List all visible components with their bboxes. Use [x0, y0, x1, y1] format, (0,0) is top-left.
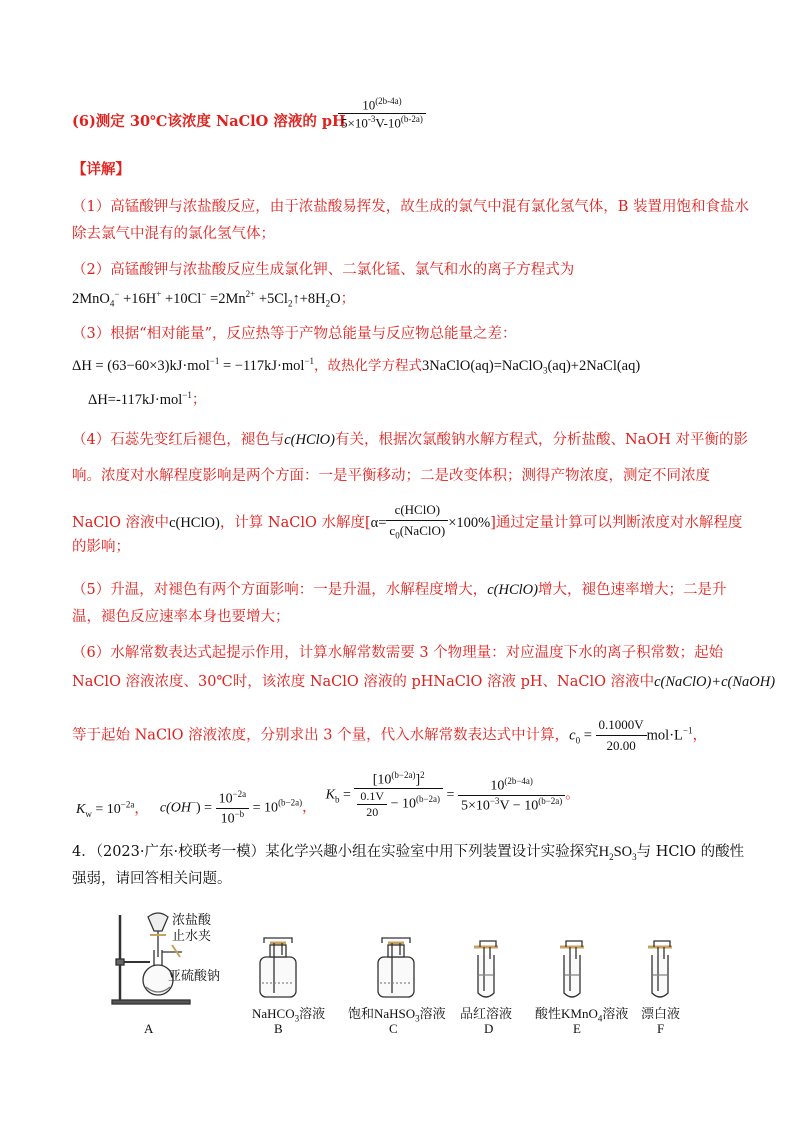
para-6-line-3: [72, 715, 707, 756]
para-3-equation: [72, 351, 640, 381]
frac-den-b: V-10: [375, 115, 401, 131]
para-6-line-2: [72, 672, 775, 692]
math-sub: 3: [415, 1013, 420, 1024]
text-run: NaClO 溶液浓度、30℃时，该浓度 NaClO 溶液的 pHNaClO 溶液 pH、NaClO 溶液中: [72, 674, 655, 690]
math-inline: α=: [370, 514, 387, 531]
bottle-c: [378, 938, 414, 997]
eq-term: 2MnO: [72, 290, 110, 307]
eq-sub: 4: [109, 298, 115, 309]
math-sup: −b: [234, 808, 245, 819]
frac-den-a: 5×10: [341, 115, 368, 131]
text-run: ，: [134, 801, 149, 817]
frac-den: 20: [366, 805, 379, 820]
frac-numerator: ]: [415, 772, 421, 788]
label-sol-F: 漂白液: [641, 1006, 681, 1021]
math-sup: −1: [682, 725, 693, 736]
eq-term: = −117kJ·mol: [219, 357, 305, 374]
frac-den: − 10: [387, 797, 416, 813]
math-sub: b: [334, 794, 340, 805]
separatory-funnel: [148, 913, 168, 931]
eq-sub: 3: [542, 365, 548, 376]
eq-sup: +: [156, 289, 162, 299]
para-3-line-3: [88, 385, 206, 410]
frac-numerator: c(HClO): [386, 500, 448, 521]
frac-numerator: 0.1V: [357, 789, 387, 805]
eq-term: ΔH = (63−60×3)kJ·mol: [72, 357, 210, 374]
label-A: A: [144, 1021, 154, 1036]
eq-sup: −1: [209, 356, 220, 366]
math-var: K: [76, 801, 86, 817]
label-B: B: [274, 1021, 283, 1036]
math-inline: =: [580, 727, 596, 744]
text-run: 4．（2023·广东·校联考一模）某化学兴趣小组在实验室中用下列装置设计实验探究: [72, 844, 599, 860]
text-run: 有关，根据次氯酸钠水解方程式，分析盐酸、NaOH 对平衡的影: [334, 432, 748, 448]
math-inline: c(HClO): [169, 514, 220, 531]
text-run: （4）石蕊先变红后褪色，褪色与: [72, 432, 285, 448]
math-sub: 3: [632, 851, 637, 862]
math-sup: −3: [489, 795, 500, 806]
text-run: 饱和NaHSO: [348, 1006, 416, 1021]
para-1-line-2: 除去氯气中混有的氯化氢气体；: [72, 226, 275, 242]
text-run: NaHCO: [252, 1006, 295, 1021]
para-6-line-1: （6）水解常数表达式起提示作用，计算水解常数需要 3 个物理量：对应温度下水的离子积常数；起始: [72, 645, 724, 661]
eq-term: (aq)+2NaCl(aq): [547, 357, 641, 374]
detail-title: 【详解】: [72, 161, 130, 178]
math-var: c(OH: [159, 800, 191, 816]
math-sup: (2b−4a): [504, 776, 533, 786]
frac-den: 5×10: [460, 798, 490, 814]
stop-clamp: [172, 945, 180, 957]
text-run: 与 HClO 的酸性: [636, 844, 745, 860]
eq-term: +10Cl: [164, 290, 202, 307]
eq-sub: 2: [325, 298, 331, 309]
eq-term: ↑+8H: [292, 290, 326, 307]
math-inline: mol·L: [646, 727, 683, 744]
math-inline: c(HClO): [487, 582, 538, 598]
label-na2so3: 亚硫酸钠: [168, 968, 221, 983]
frac-den-sub: 0: [395, 530, 400, 541]
eq-sub: 2: [287, 298, 293, 309]
math-sup: (b−2a): [278, 797, 303, 808]
math-sup: −2a: [120, 799, 135, 810]
para-5-line-1: [72, 580, 726, 600]
frac-numerator: 10: [490, 778, 505, 794]
question-4-line-2: 强弱，请回答相关问题。: [72, 871, 232, 887]
frac-den: (NaClO): [399, 523, 446, 538]
test-tube-e: [560, 941, 584, 997]
eq-term: O: [330, 290, 341, 307]
label-clip: 止水夹: [172, 928, 212, 943]
para-5-line-2: 温，褪色反应速率本身也要增大；: [72, 609, 290, 625]
text-run: NaClO 溶液中: [72, 514, 170, 531]
eq-term: =2Mn: [210, 290, 246, 307]
text-run: 溶液: [299, 1006, 326, 1021]
para-2-line-1: （2）高锰酸钾与浓盐酸反应生成氯化钾、二氯化锰、氯气和水的离子方程式为: [72, 262, 575, 278]
math-sup: (b−2a): [415, 794, 441, 805]
math-sup: (b−2a): [538, 795, 563, 806]
eq-text: ，故热化学方程式: [314, 357, 423, 374]
label-F: F: [657, 1021, 665, 1036]
math-inline: =: [339, 787, 355, 803]
eq-sup: 2+: [245, 289, 256, 299]
test-tube-f: [648, 941, 672, 997]
text-run: ，计算 NaClO 水解度[: [219, 514, 371, 531]
eq-term: ΔH=-117kJ·mol: [88, 391, 183, 408]
label-C: C: [389, 1021, 398, 1036]
eq-end: ；: [191, 391, 207, 408]
label-E: E: [573, 1021, 581, 1036]
frac-numerator: [10: [372, 772, 392, 788]
para-4-line-2: 响。浓度对水解程度影响是两个方面：一是平衡移动；二是改变体积；测得产物浓度，测定不同浓度: [72, 468, 710, 484]
label-D: D: [484, 1021, 494, 1036]
math-inline: H: [598, 844, 610, 860]
math-var: K: [325, 787, 335, 803]
eq-term: 3NaClO(aq)=NaClO: [422, 357, 543, 374]
frac-den: 10: [220, 811, 235, 827]
question-4-line-1: [72, 842, 744, 867]
math-inline: = 10: [91, 801, 121, 817]
math-inline: c: [569, 727, 576, 744]
eq-sup: −: [201, 289, 207, 299]
para-3-line-1: （3）根据“相对能量”，反应热等于产物总能量与反应物总能量之差：: [72, 326, 517, 342]
para-4-line-1: [72, 430, 748, 450]
text-run: ，: [692, 727, 707, 744]
math-sup: −2a: [232, 789, 247, 799]
para-2-equation: [72, 284, 355, 314]
text-run: 等于起始 NaClO 溶液浓度，分别求出 3 个量，代入水解常数表达式中计算，: [72, 727, 570, 744]
test-tube-d: [474, 941, 498, 997]
math-inline: SO: [613, 844, 633, 860]
math-inline: c(HClO): [284, 432, 335, 448]
frac-den: c: [389, 523, 396, 538]
math-sup: −: [190, 797, 197, 808]
text-run: （5）升温，对褪色有两个方面影响：一是升温，水解程度增大，: [72, 582, 488, 598]
text-run: 酸性KMnO: [535, 1006, 598, 1021]
para-4-line-3: [72, 500, 742, 546]
frac-den-exp1: -3: [367, 114, 376, 125]
math-sub: w: [85, 808, 92, 819]
item-6-label: (6)测定 30℃该浓度 NaClO 溶液的 pH: [72, 113, 346, 130]
frac-numerator: 10: [362, 97, 376, 113]
math-inline: =: [443, 787, 458, 803]
para-4-line-4: 的影响；: [72, 539, 130, 555]
label-sol-D: 品红溶液: [460, 1006, 513, 1021]
para-6-equations: [76, 763, 579, 827]
eq-sup: −1: [304, 356, 315, 366]
text-run: 增大，褪色速率增大；二是升: [537, 582, 727, 598]
math-inline: = 10: [249, 800, 279, 816]
text-run: 溶液: [602, 1006, 629, 1021]
math-sub: 4: [597, 1013, 603, 1024]
frac-numerator: 0.1000V: [596, 715, 647, 736]
math-inline: c(NaClO)+c(NaOH): [654, 674, 776, 690]
math-sub: 2: [609, 851, 614, 862]
para-1-line-1: （1）高锰酸钾与浓盐酸反应，由于浓盐酸易挥发，故生成的氯气中混有氯化氢气体，B 装置用饱和食盐水: [72, 199, 749, 215]
math-sub: 3: [294, 1013, 300, 1024]
math-inline: ×100%: [448, 514, 491, 531]
math-sub: 0: [575, 735, 581, 746]
eq-term: +5Cl: [258, 290, 288, 307]
text-run: ，: [302, 800, 317, 816]
stand-base: [112, 1000, 190, 1004]
label-hcl: 浓盐酸: [172, 912, 212, 927]
frac-den: 20.00: [606, 738, 636, 753]
text-run: 。: [565, 787, 580, 803]
eq-sup: −: [114, 289, 120, 299]
frac-den-exp2: (b-2a): [400, 114, 423, 125]
eq-term: +16H: [123, 290, 157, 307]
text-run: ]通过定量计算可以判断浓度对水解程度: [490, 514, 743, 531]
bottle-b: [260, 938, 296, 997]
math-sup: (b−2a): [391, 769, 416, 780]
frac-den: V − 10: [499, 798, 539, 814]
text-run: 溶液: [419, 1006, 446, 1021]
label-sol-E: [535, 1003, 628, 1024]
label-sol-B: [252, 1003, 325, 1024]
eq-sup: −1: [182, 390, 192, 400]
eq-end: ；: [340, 290, 356, 307]
frac-numerator: 10: [218, 791, 233, 807]
item-6-fraction: [338, 96, 426, 132]
frac-numerator-exp: (2b-4a): [375, 96, 402, 106]
math-sup: 2: [420, 769, 425, 780]
math-inline: ) =: [196, 800, 216, 816]
